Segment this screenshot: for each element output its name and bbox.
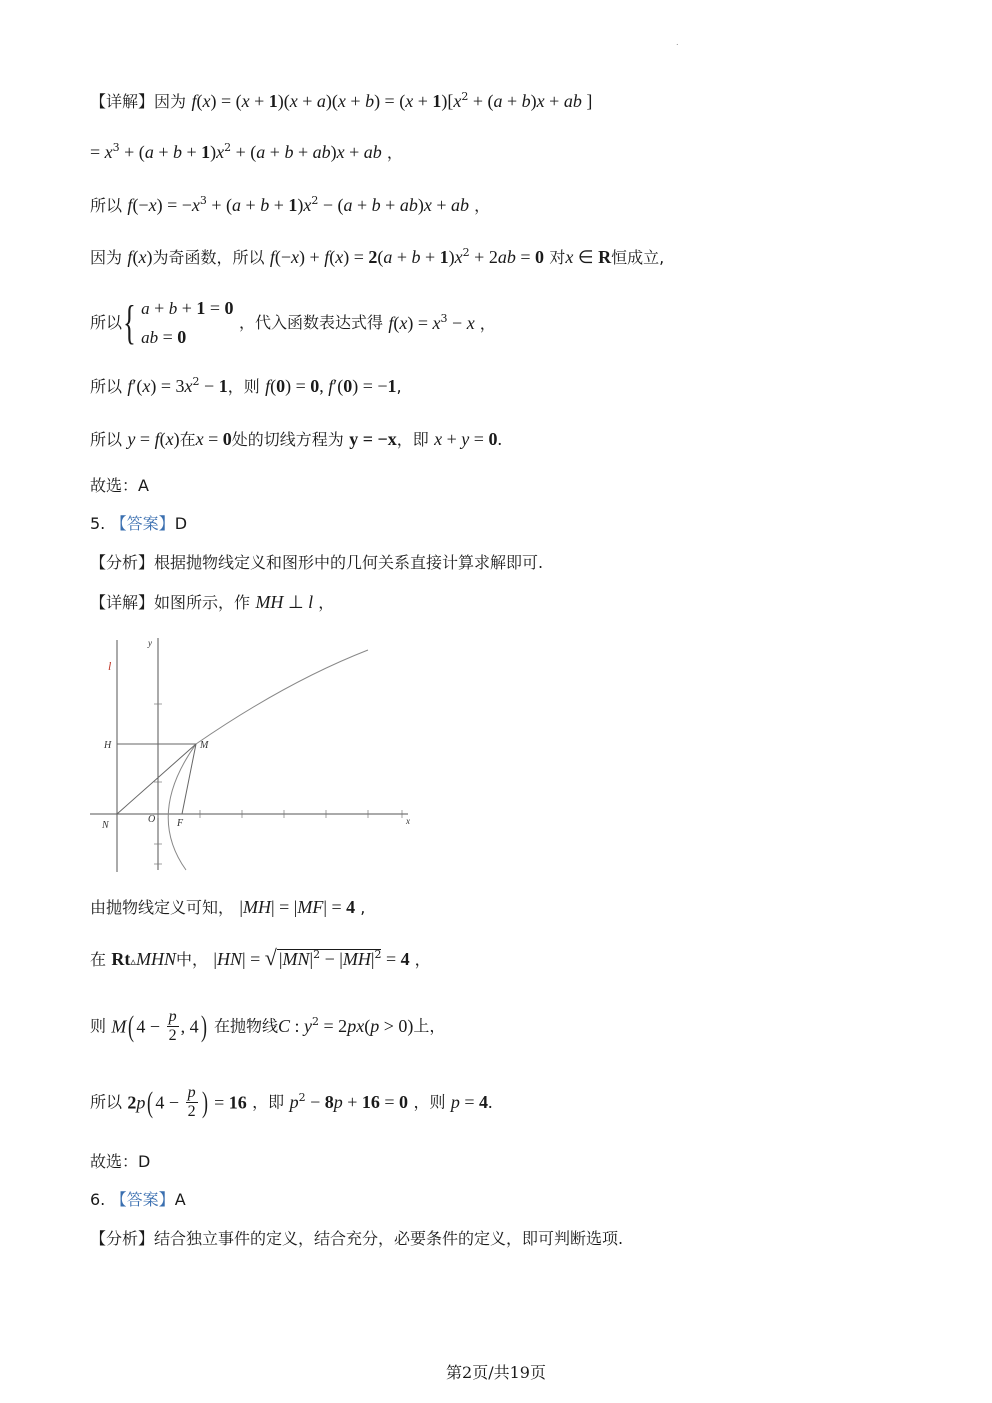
page-footer: 第2页/共19页 — [446, 1363, 546, 1382]
q4-detail-line-2: = $x^3 + (a + b + 1)x^2 + (a + b + ab)x$ + ab ， — [90, 141, 403, 162]
parabola-figure — [86, 632, 416, 874]
q5-detail-line-2: 在 Rt▵MHN中， |HN| = √ $|MN|^2 - |MH|^2 = 4$ ， — [90, 945, 431, 970]
label-N: N — [102, 820, 109, 831]
detail-label: 【详解】 — [90, 92, 155, 111]
q4-detail-line-7: 所以 y = f(x)在x = 0处的切线方程为 y = −x，即 x + y = 0. — [90, 429, 502, 449]
q5-answer: 5. 【答案】D — [90, 514, 188, 533]
q6-analysis: 【分析】结合独立事件的定义，结合充分，必要条件的定义，即可判断选项. — [90, 1229, 624, 1248]
q5-choice: 故选：D — [90, 1152, 151, 1171]
q4-detail-line-1: 【详解】因为 $f(x) = (x + 1)(x + a)(x + b) = (x + 1)[x^2 + (a + b)x$ + ab ] — [90, 90, 593, 111]
parabola-curve — [168, 650, 368, 870]
label-H: H — [104, 740, 112, 751]
label-x: x — [406, 816, 410, 826]
label-F: F — [177, 818, 184, 829]
q6-answer: 6. 【答案】A — [90, 1190, 186, 1209]
q5-analysis: 【分析】根据抛物线定义和图形中的几何关系直接计算求解即可. — [90, 553, 544, 572]
q5-detail-line-3: 则 M( 4 − $\frac{p}{2}$ , 4) 在抛物线C : $y^2 = 2px(p > 0)$上， — [90, 1008, 446, 1044]
q4-detail-line-5: 所以{ a + b + 1 = 0 ab = 0 ，代入函数表达式得 $f(x) = x^3 - x$ ， — [90, 296, 496, 349]
q5-detail-line-4: 所以 2p( 4 − $\frac{p}{2}$ ) = 16 ，即 $p^2 - 8p + 16 = 0$ ，则 p = 4. — [90, 1084, 493, 1120]
label-M: M — [200, 740, 209, 751]
q5-detail-line-1: 由抛物线定义可知， |MH| = |MF| = 4 , — [90, 897, 366, 917]
q4-detail-line-4: 因为 f(x)为奇函数，所以 $f(-x) + f(x) = 2(a + b + 1)x^2 + 2ab = 0$ 对x ∈ R恒成立, — [90, 246, 665, 267]
label-l: l — [108, 659, 112, 673]
q4-choice: 故选：A — [90, 476, 149, 495]
label-O: O — [148, 814, 156, 825]
q5-detail-intro: 【详解】如图所示，作 MH ⊥ l ， — [90, 592, 335, 612]
label-y: y — [148, 638, 152, 648]
header-dot: . — [676, 38, 679, 47]
q4-detail-line-3: 所以 $f(-x) = -x^3 + (a + b + 1)x^2 - (a + b + ab)x$ + ab ， — [90, 194, 491, 215]
q4-detail-line-6: 所以 $f'(x) = 3x^2 - 1$，则 f(0) = 0, f′(0) = −1, — [90, 375, 402, 396]
